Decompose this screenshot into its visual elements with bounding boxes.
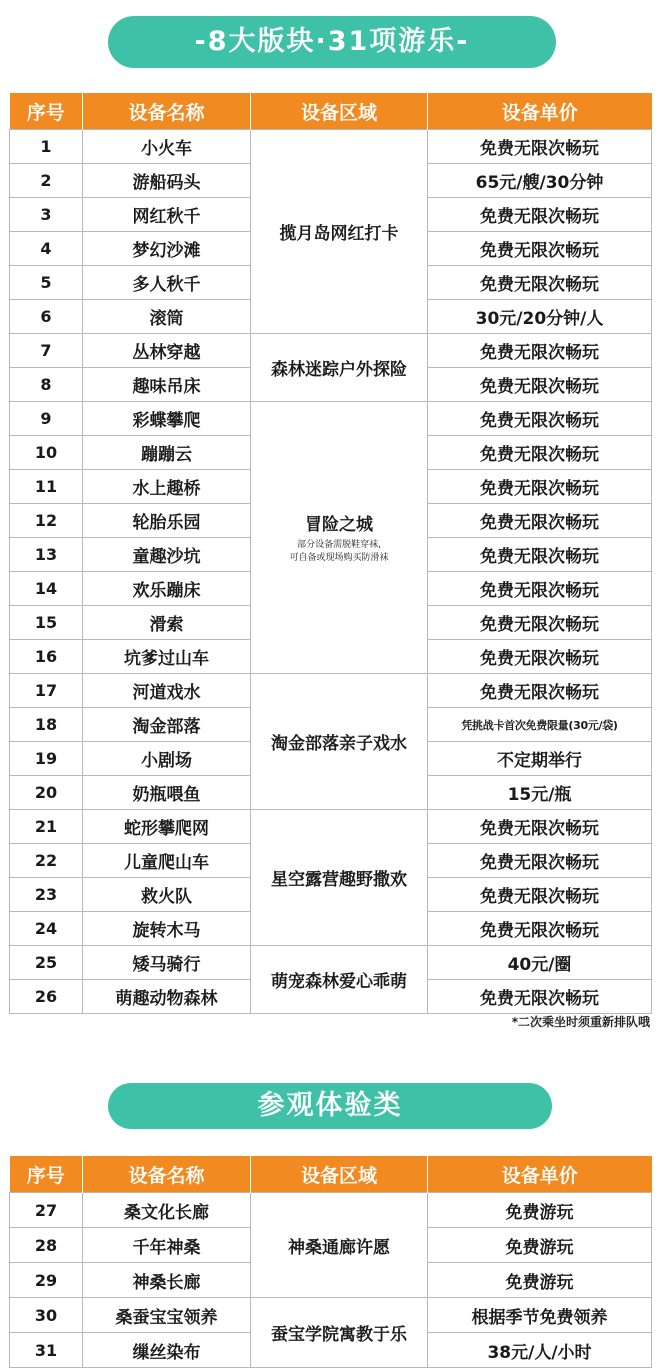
row-no: 25: [10, 946, 83, 980]
row-name: 奶瓶喂鱼: [83, 776, 251, 810]
row-price: 38元/人/小时: [428, 1333, 652, 1368]
row-price: 免费无限次畅玩: [428, 674, 652, 708]
row-name: 蛇形攀爬网: [83, 810, 251, 844]
row-no: 11: [10, 470, 83, 504]
row-price: 30元/20分钟/人: [428, 300, 652, 334]
row-no: 24: [10, 912, 83, 946]
table-row: [10, 674, 652, 708]
row-name: 轮胎乐园: [83, 504, 251, 538]
row-price: 免费游玩: [428, 1193, 652, 1228]
row-no: 23: [10, 878, 83, 912]
row-price: 免费无限次畅玩: [428, 538, 652, 572]
row-name: 小剧场: [83, 742, 251, 776]
row-no: 30: [10, 1298, 83, 1333]
zone-cell-adventure: [251, 402, 428, 674]
row-no: 3: [10, 198, 83, 232]
table-row: [10, 130, 652, 164]
row-no: 13: [10, 538, 83, 572]
row-no: 14: [10, 572, 83, 606]
row-no: 4: [10, 232, 83, 266]
row-no: 22: [10, 844, 83, 878]
row-no: 29: [10, 1263, 83, 1298]
row-name: 千年神桑: [83, 1228, 251, 1263]
row-no: 9: [10, 402, 83, 436]
row-no: 12: [10, 504, 83, 538]
row-no: 15: [10, 606, 83, 640]
row-no: 19: [10, 742, 83, 776]
row-name: 神桑长廊: [83, 1263, 251, 1298]
table-row: [10, 810, 652, 844]
row-no: 2: [10, 164, 83, 198]
row-price: 免费无限次畅玩: [428, 232, 652, 266]
row-name: 河道戏水: [83, 674, 251, 708]
header-zone: 设备区域: [251, 93, 428, 130]
row-name: 彩蝶攀爬: [83, 402, 251, 436]
row-price: 不定期举行: [428, 742, 652, 776]
row-price: 免费游玩: [428, 1263, 652, 1298]
row-name: 小火车: [83, 130, 251, 164]
row-price: 免费无限次畅玩: [428, 368, 652, 402]
row-price: 免费无限次畅玩: [428, 844, 652, 878]
row-no: 6: [10, 300, 83, 334]
row-name: 萌趣动物森林: [83, 980, 251, 1014]
row-name: 游船码头: [83, 164, 251, 198]
row-price: 免费无限次畅玩: [428, 130, 652, 164]
zone-cell: 萌宠森林爱心乖萌: [251, 946, 428, 1014]
row-price: 免费无限次畅玩: [428, 572, 652, 606]
row-name: 水上趣桥: [83, 470, 251, 504]
zone-name: 冒险之城: [305, 515, 373, 535]
row-price: 40元/圈: [428, 946, 652, 980]
row-price: 免费无限次畅玩: [428, 810, 652, 844]
zone-cell: 神桑通廊许愿: [251, 1193, 428, 1298]
zone-note-line: 可自备或现场购买防滑袜: [289, 553, 389, 563]
table-row: [10, 1193, 652, 1228]
table-row: [10, 402, 652, 436]
row-name: 网红秋千: [83, 198, 251, 232]
row-name: 欢乐蹦床: [83, 572, 251, 606]
row-no: 8: [10, 368, 83, 402]
row-name: 儿童爬山车: [83, 844, 251, 878]
row-name: 丛林穿越: [83, 334, 251, 368]
row-price: 65元/艘/30分钟: [428, 164, 652, 198]
row-name: 矮马骑行: [83, 946, 251, 980]
row-no: 18: [10, 708, 83, 742]
row-name: 梦幻沙滩: [83, 232, 251, 266]
row-no: 21: [10, 810, 83, 844]
header-no: 序号: [10, 93, 83, 130]
row-no: 5: [10, 266, 83, 300]
row-no: 16: [10, 640, 83, 674]
row-no: 7: [10, 334, 83, 368]
row-name: 坑爹过山车: [83, 640, 251, 674]
row-name: 救火队: [83, 878, 251, 912]
row-name: 多人秋千: [83, 266, 251, 300]
header-name: 设备名称: [83, 93, 251, 130]
row-price: 根据季节免费领养: [428, 1298, 652, 1333]
row-name: 趣味吊床: [83, 368, 251, 402]
row-name: 桑文化长廊: [83, 1193, 251, 1228]
row-price: 免费无限次畅玩: [428, 980, 652, 1014]
row-price: 免费无限次畅玩: [428, 198, 652, 232]
row-name: 童趣沙坑: [83, 538, 251, 572]
header-price: 设备单价: [428, 93, 652, 130]
zone-cell: 森林迷踪户外探险: [251, 334, 428, 402]
row-price: 凭挑战卡首次免费限量(30元/袋): [428, 708, 652, 742]
row-price: 免费无限次畅玩: [428, 912, 652, 946]
zone-cell: 淘金部落亲子戏水: [251, 674, 428, 810]
table-row: [10, 334, 652, 368]
row-no: 20: [10, 776, 83, 810]
row-price: 免费无限次畅玩: [428, 640, 652, 674]
section2-title-banner: [108, 1083, 552, 1129]
zone-note-line: 部分设备需脱鞋穿袜,: [297, 540, 381, 550]
zone-cell: 揽月岛网红打卡: [251, 130, 428, 334]
row-name: 旋转木马: [83, 912, 251, 946]
header-no: 序号: [10, 1156, 83, 1193]
table-header-row: [10, 1156, 652, 1193]
row-price: 免费无限次畅玩: [428, 470, 652, 504]
row-no: 28: [10, 1228, 83, 1263]
row-price: 免费无限次畅玩: [428, 266, 652, 300]
row-name: 缫丝染布: [83, 1333, 251, 1368]
table-row: [10, 946, 652, 980]
section1-title-banner: [108, 16, 556, 68]
zone-note: [251, 539, 427, 565]
row-no: 17: [10, 674, 83, 708]
row-no: 26: [10, 980, 83, 1014]
row-price: 免费无限次畅玩: [428, 504, 652, 538]
zone-cell: 星空露营趣野撒欢: [251, 810, 428, 946]
row-price: 免费游玩: [428, 1228, 652, 1263]
header-price: 设备单价: [428, 1156, 652, 1193]
row-no: 10: [10, 436, 83, 470]
header-name: 设备名称: [83, 1156, 251, 1193]
table-header-row: [10, 93, 652, 130]
zone-cell: 蚕宝学院寓教于乐: [251, 1298, 428, 1368]
tour-table: [9, 1156, 652, 1368]
row-price: 15元/瓶: [428, 776, 652, 810]
row-price: 免费无限次畅玩: [428, 878, 652, 912]
row-price: 免费无限次畅玩: [428, 402, 652, 436]
row-price: 免费无限次畅玩: [428, 334, 652, 368]
section2-title: 参观体验类: [257, 1090, 403, 1121]
row-name: 滚筒: [83, 300, 251, 334]
row-price: 免费无限次畅玩: [428, 606, 652, 640]
row-name: 淘金部落: [83, 708, 251, 742]
row-price: 免费无限次畅玩: [428, 436, 652, 470]
row-name: 滑索: [83, 606, 251, 640]
row-no: 27: [10, 1193, 83, 1228]
header-zone: 设备区域: [251, 1156, 428, 1193]
section1-title: -8大版块·31项游乐-: [194, 26, 470, 57]
rides-table: [9, 93, 652, 1014]
row-name: 蹦蹦云: [83, 436, 251, 470]
row-no: 31: [10, 1333, 83, 1368]
footnote: *二次乘坐时须重新排队哦: [511, 1015, 650, 1029]
row-name: 桑蚕宝宝领养: [83, 1298, 251, 1333]
row-no: 1: [10, 130, 83, 164]
table-row: [10, 1298, 652, 1333]
